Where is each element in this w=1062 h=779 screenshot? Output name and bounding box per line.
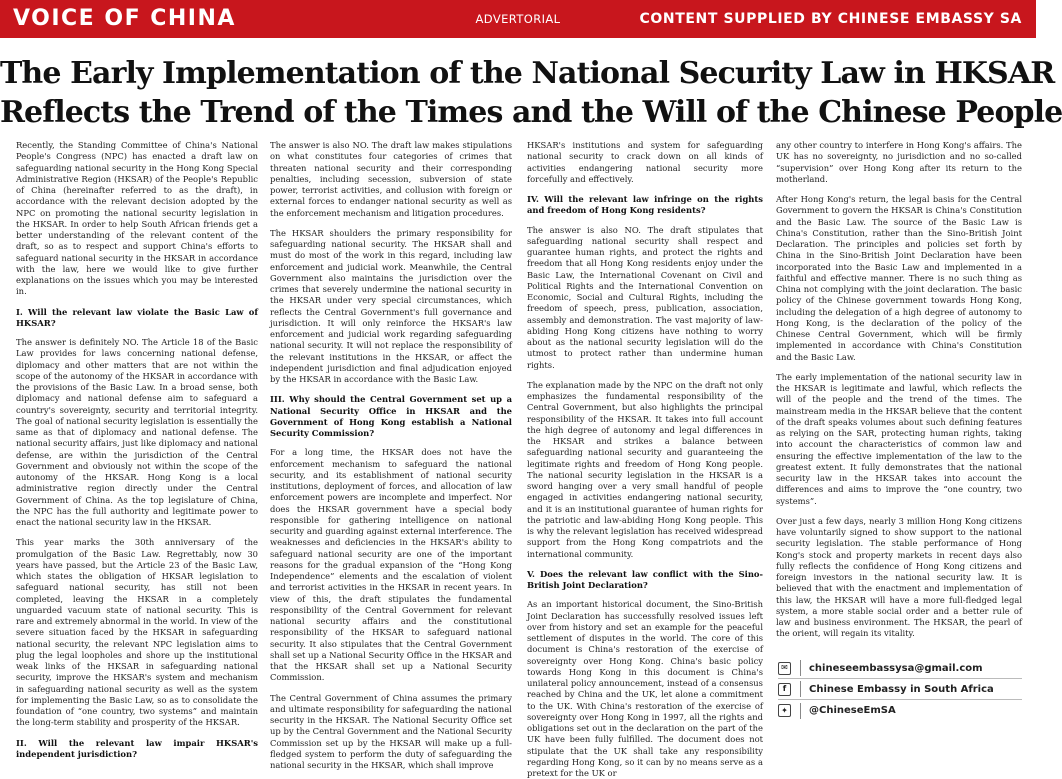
twitter-contact[interactable] [778,700,1022,721]
divider [800,681,801,697]
email-contact[interactable] [778,658,1022,679]
section-heading: II. Will the relevant law impair HKSAR's independent jurisdiction? [16,737,258,759]
article-column-4 [776,140,1022,730]
section-heading: IV. Will the relevant law infringe on the rights and freedom of Hong Kong residents? [527,194,763,216]
paragraph: The answer is definitely NO. The Article 18 of the Basic Law provides for laws concerning national defense, diplomacy and other matters that are not within the scope of the autonomy of the HKSAR in accordance with the provisions of the Basic Law. In a broad sense, both diplomacy and national defense aim to safeguard a country's sovereignty, security and territorial integrity. The goal of national security legislation is essentially the same as that of diplomacy and national defense. The national security affairs, just like diplomacy and national defense, are within the jurisdiction of the Central Government and obviously not within the scope of the autonomy of the HKSAR. Hong Kong is a local administrative region directly under the Central Government of China. As the top legislature of China, the NPC has the full authority and legitimate power to enact the national security law in the HKSAR. [16,337,258,527]
section-heading: III. Why should the Central Government set up a National Security Office in HKSAR and the Government of Hong Kong establish a National Security Commission? [270,394,512,438]
email-address[interactable]: chineseembassysa@gmail.com [809,662,983,674]
social-contacts [778,658,1022,721]
paragraph: The explanation made by the NPC on the draft not only emphasizes the fundamental responsibility of the Central Government, but also highlights the principal responsibility of the HKSAR. It takes into full account the high degree of autonomy and legal differences in the HKSAR and strikes a balance between safeguarding national security and guaranteeing the legitimate rights and freedom of Hong Kong people. The national security legislation in the HKSAR is a sword hanging over a very small handful of people engaged in activities endangering national security, and it is an institutional guarantee of human rights for the patriotic and law-abiding Hong Kong people. This is why the relevant legislation has received widespread support from the Hong Kong compatriots and the international community. [527,379,763,559]
paragraph: any other country to interfere in Hong Kong's affairs. The UK has no sovereignty, no jurisdiction and no so-called “supervision” over Hong Kong after its return to the motherland. [776,140,1022,184]
section-heading: V. Does the relevant law conflict with the Sino-British Joint Declaration? [527,568,763,590]
headline-line-1: The Early Implementation of the National Security Law in HKSAR [0,56,1055,91]
divider [800,660,801,676]
publication-title: VOICE OF CHINA [13,6,236,31]
twitter-icon: ✦ [778,704,791,717]
section-heading: I. Will the relevant law violate the Basic Law of HKSAR? [16,306,258,328]
article-headline [0,54,1062,132]
paragraph: As an important historical document, the Sino-British Joint Declaration has successfully resolved issues left over from history and set an example for the peaceful settlement of disputes in the world. The core of this document is China's restoration of the exercise of sovereignty over Hong Kong. China's basic policy towards Hong Kong in this document is China's unilateral policy announcement, instead of a consensus reached by China and the UK, let alone a commitment to the UK. With China's restoration of the exercise of sovereignty over Hong Kong in 1997, all the rights and obligations set out in the declaration on the part of the UK have been fully fulfilled. The document does not stipulate that the UK shall take any responsibility regarding Hong Kong, so it can by no means serve as a pretext for the UK or [527,599,763,778]
headline-line-2: Reflects the Trend of the Times and the Will of the Chinese People [0,95,1062,130]
paragraph: The HKSAR shoulders the primary responsibility for safeguarding national security. The HKSAR shall and must do most of the work in this regard, including law enforcement and judicial work. Meanwhile, the Central Government also maintains the jurisdiction over the crimes that severely undermine the national security in the HKSAR under very special circumstances, which reflects the Central Government's full governance and jurisdiction. It will only reinforce the HKSAR's law enforcement and judicial work regarding safeguarding national security. It will not replace the responsibility of the relevant institutions in the HKSAR, or affect the independent jurisdiction and final adjudication enjoyed by the HKSAR in accordance with the Basic Law. [270,227,512,384]
paragraph: The Central Government of China assumes the primary and ultimate responsibility for safeguarding the national security in the HKSAR. The National Security Office set up by the Central Government and the National Security Commission set up by the HKSAR will make up a full-fledged system to perform the duty of safeguarding the national security in the HKSAR, which shall improve [270,692,512,770]
paragraph: The answer is also NO. The draft stipulates that safeguarding national security shall respect and guarantee human rights, and protect the rights and freedom that all Hong Kong residents enjoy under the Basic Law, the International Covenant on Civil and Political Rights and the International Convention on Economic, Social and Cultural Rights, including the freedom of speech, press, publication, association, assembly and demonstration. The vast majority of law-abiding Hong Kong citizens have nothing to worry about as the national security legislation will do the utmost to protect rather than undermine human rights. [527,224,763,370]
facebook-handle[interactable]: Chinese Embassy in South Africa [809,683,994,695]
paragraph: For a long time, the HKSAR does not have the enforcement mechanism to safeguard the national security, and its establishment of national security institutions, deployment of forces, and allocation of law enforcement powers are incomplete and imperfect. Nor does the HKSAR government have a special body responsible for gathering intelligence on national security and guarding against external interference. The weaknesses and deficiencies in the HKSAR's ability to safeguard national security are one of the important reasons for the gradual expansion of the “Hong Kong Independence” elements and the escalation of violent and terrorist activities in the HKSAR in recent years. In view of this, the draft stipulates the fundamental responsibility of the Central Government for relevant national security affairs and the constitutional responsibility of the HKSAR to safeguard national security. It also stipulates that the Central Government shall set up a National Security Office in the HKSAR and that the HKSAR shall set up a National Security Commission. [270,447,512,683]
content-supplier-label: CONTENT SUPPLIED BY CHINESE EMBASSY SA [639,11,1022,27]
article-column-1 [16,140,258,759]
paragraph: Recently, the Standing Committee of China's National People's Congress (NPC) has enacted a draft law on safeguarding national security in the Hong Kong Special Administrative Region (HKSAR) of the People's Republic of China (hereinafter referred to as the draft), in accordance with the relevant decision adopted by the NPC on promoting the national security legislation in the HKSAR. In order to help South African friends get a better understanding of the relevant content of the draft, so as to respect and support China's efforts to safeguard national security in the HKSAR in accordance with the law, here we would like to give further explanations on the issues which you may be interested in. [16,140,258,297]
facebook-contact[interactable] [778,679,1022,700]
divider [800,703,801,719]
article-column-3 [527,140,763,778]
paragraph: Over just a few days, nearly 3 million Hong Kong citizens have voluntarily signed to show support to the national security legislation. The stable performance of Hong Kong's stock and property markets in recent days also fully reflects the confidence of Hong Kong citizens and foreign investors in the national security law. It is believed that with the enactment and implementation of this law, the HKSAR will have a more full-fledged legal system, a more stable social order and a better rule of law and business environment. The HKSAR, the pearl of the orient, will regain its vitality. [776,515,1022,639]
paragraph: This year marks the 30th anniversary of the promulgation of the Basic Law. Regrettably, now 30 years have passed, but the Article 23 of the Basic Law, which states the obligation of HKSAR legislation to safeguard national security, has still not been completed, leaving the HKSAR in a completely unguarded vacuum state of national security. This is rare and extremely abnormal in the world. In view of the severe situation faced by the HKSAR in safeguarding national security, the relevant NPC legislation aims to plug the legal loopholes and shore up the institutional weak links of the HKSAR in safeguarding national security, improve the HKSAR's system and mechanism in safeguarding national security as well as the system for implementing the Basic Law, so as to consolidate the foundation of “one country, two systems” and maintain the long-term stability and prosperity of the HKSAR. [16,537,258,728]
advertorial-label: ADVERTORIAL [475,12,561,26]
twitter-handle[interactable]: @ChineseEmSA [809,705,896,716]
facebook-icon: f [778,683,791,696]
envelope-icon: ✉ [778,662,791,675]
paragraph: The answer is also NO. The draft law makes stipulations on what constitutes four categories of crimes that threaten national security and their corresponding penalties, including secession, subversion of state power, terrorist activities, and collusion with foreign or external forces to endanger national security as well as the enforcement mechanism and litigation procedures. [270,140,512,218]
article-column-2 [270,140,512,770]
header-banner [0,0,1036,38]
paragraph: The early implementation of the national security law in the HKSAR is legitimate and lawful, which reflects the will of the people and the trend of the times. The mainstream media in the HKSAR believe that the content of the draft speaks volumes about such defining features as relying on the SAR, protecting human rights, taking into account the characteristics of common law and ensuring the effective implementation of the law to the greatest extent. It fully demonstrates that the national security law in the HKSAR takes into account the differences and aims to improve the “one country, two systems”. [776,371,1022,506]
paragraph: After Hong Kong's return, the legal basis for the Central Government to govern the HKSAR is China's Constitution and the Basic Law. The source of the Basic Law is China's Constitution, rather than the Sino-British Joint Declaration. The principles and policies set forth by China in the Sino-British Joint Declaration have been incorporated into the Basic Law and implemented in a faithful and effective manner. There is no such thing as China not complying with the joint declaration. The basic policy of the Chinese government towards Hong Kong, including the delegation of a high degree of autonomy to Hong Kong, is the declaration of the policy of the Chinese Central Government, which will be firmly implemented in accordance with China's Constitution and the Basic Law. [776,194,1022,362]
paragraph: HKSAR's institutions and system for safeguarding national security to crack down on all kinds of activities endangering national security more forcefully and effectively. [527,140,763,184]
